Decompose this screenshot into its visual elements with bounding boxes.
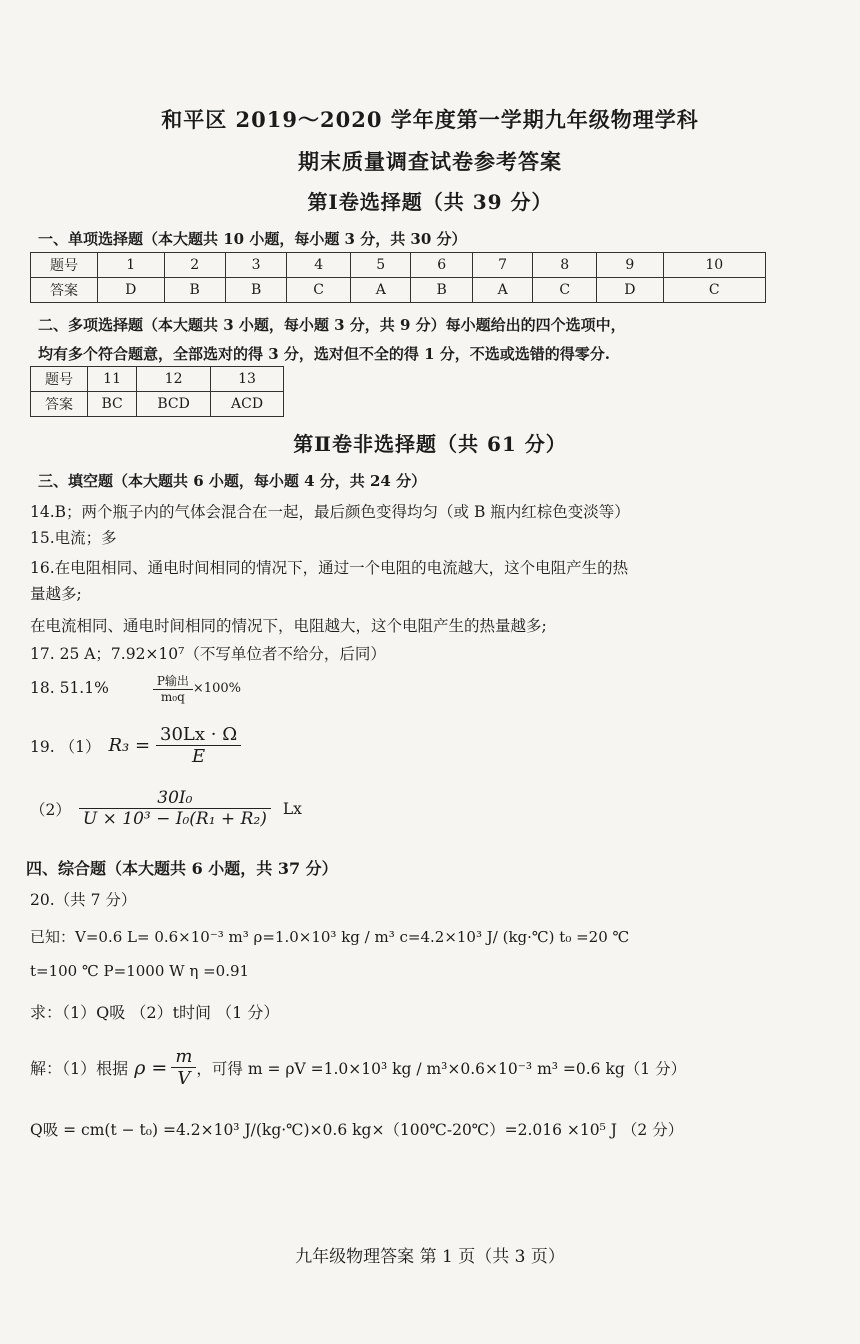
q19b-label: （2） <box>30 800 71 819</box>
q19-part1 <box>30 724 241 767</box>
q17-answer: 17. 25 A；7.92×10⁷（不写单位者不给分，后同） <box>30 645 386 663</box>
q20-header: 20.（共 7 分） <box>30 891 137 909</box>
q19b-denominator: U × 10³ − I₀(R₁ + R₂) <box>82 809 267 829</box>
comprehensive-heading: 四、综合题（本大题共 6 小题，共 37 分） <box>26 859 338 878</box>
row-label: 答案 <box>31 278 98 303</box>
table-row <box>31 278 766 303</box>
row-label: 题号 <box>31 367 88 392</box>
table-cell: A <box>472 278 532 303</box>
solution-prefix: 解：（1）根据 <box>30 1059 129 1078</box>
solution-denominator: V <box>177 1068 191 1089</box>
table-cell: 8 <box>533 253 597 278</box>
q19-lhs: R₃ = <box>108 735 151 756</box>
table-cell: 7 <box>472 253 532 278</box>
fill-blank-heading: 三、填空题（本大题共 6 小题，每小题 4 分，共 24 分） <box>38 472 427 490</box>
page-footer: 九年级物理答案 第 1 页（共 3 页） <box>295 1247 565 1267</box>
q18-answer <box>30 672 241 704</box>
table-cell: A <box>351 278 411 303</box>
table-cell: 9 <box>597 253 664 278</box>
table-cell: 1 <box>98 253 165 278</box>
table-cell: BCD <box>137 392 211 417</box>
table-cell: D <box>597 278 664 303</box>
multi-choice-table <box>30 366 284 417</box>
table-row <box>31 367 284 392</box>
part2-title: 第Ⅱ卷非选择题（共 61 分） <box>293 432 567 456</box>
table-cell: D <box>98 278 165 303</box>
multi-choice-heading-1: 二、多项选择题（本大题共 3 小题，每小题 3 分，共 9 分）每小题给出的四个选项中， <box>38 316 626 334</box>
q19b-fraction <box>79 788 271 829</box>
table-cell: B <box>164 278 225 303</box>
q19-fraction <box>156 724 241 767</box>
table-cell: B <box>411 278 472 303</box>
q18-fraction <box>153 672 193 704</box>
q19-numerator: 30Lx · Ω <box>156 724 241 746</box>
q18-denominator: m₀q <box>160 690 185 704</box>
page-title-line1: 和平区 2019～2020 学年度第一学期九年级物理学科 <box>161 107 699 132</box>
table-row <box>31 253 766 278</box>
table-cell: 12 <box>137 367 211 392</box>
table-cell: C <box>663 278 765 303</box>
q16-answer-line3: 在电流相同、通电时间相同的情况下，电阻越大，这个电阻产生的热量越多; <box>30 617 547 635</box>
solution-line1 <box>30 1046 686 1089</box>
known-line2: t=100 ℃ P=1000 W η =0.91 <box>30 962 250 980</box>
find-line: 求：（1）Q吸 （2）t时间 （1 分） <box>30 1003 280 1022</box>
table-cell: 10 <box>663 253 765 278</box>
table-cell: 13 <box>211 367 284 392</box>
table-cell: 2 <box>164 253 225 278</box>
q15-answer: 15.电流；多 <box>30 529 117 547</box>
q18-label: 18. 51.1% <box>30 679 109 697</box>
table-cell: B <box>225 278 286 303</box>
table-row <box>31 392 284 417</box>
q19-part2 <box>30 788 302 829</box>
table-cell: ACD <box>211 392 284 417</box>
table-cell: 4 <box>287 253 351 278</box>
solution-fraction <box>171 1046 196 1089</box>
q14-answer: 14.B；两个瓶子内的气体会混合在一起，最后颜色变得均匀（或 B 瓶内红棕色变淡等） <box>30 503 630 521</box>
solution-line2: Q吸 = cm(t − t₀) =4.2×10³ J/(kg·℃)×0.6 kg×（100℃-20℃）=2.016 ×10⁵ J （2 分） <box>30 1121 684 1139</box>
part1-title: 第Ⅰ卷选择题（共 39 分） <box>307 190 553 214</box>
table-cell: 5 <box>351 253 411 278</box>
single-choice-table <box>30 252 766 303</box>
solution-rho: ρ = <box>134 1056 168 1079</box>
q19-label: 19. （1） <box>30 737 101 756</box>
table-cell: 6 <box>411 253 472 278</box>
known-line1: 已知：V=0.6 L= 0.6×10⁻³ m³ ρ=1.0×10³ kg / m³ c=4.2×10³ J/ (kg·℃) t₀ =20 ℃ <box>30 928 630 946</box>
table-cell: 11 <box>88 367 137 392</box>
table-cell: C <box>533 278 597 303</box>
table-cell: C <box>287 278 351 303</box>
solution-numerator: m <box>171 1046 196 1068</box>
q16-answer-line2: 量越多; <box>30 585 82 603</box>
single-choice-heading: 一、单项选择题（本大题共 10 小题，每小题 3 分，共 30 分） <box>38 230 467 248</box>
table-cell: 3 <box>225 253 286 278</box>
row-label: 题号 <box>31 253 98 278</box>
q19-denominator: E <box>192 746 206 767</box>
q18-numerator: P输出 <box>153 672 193 690</box>
q18-suffix: ×100% <box>192 680 241 696</box>
q16-answer-line1: 16.在电阻相同、通电时间相同的情况下，通过一个电阻的电流越大，这个电阻产生的热 <box>30 559 629 577</box>
page-title-line2: 期末质量调查试卷参考答案 <box>298 149 562 174</box>
table-cell: BC <box>88 392 137 417</box>
q19b-unit: Lx <box>282 799 302 818</box>
q19b-numerator: 30I₀ <box>79 788 271 809</box>
solution-rest: ，可得 m = ρV =1.0×10³ kg / m³×0.6×10⁻³ m³ =0.6 kg（1 分） <box>196 1059 687 1078</box>
row-label: 答案 <box>31 392 88 417</box>
multi-choice-heading-2: 均有多个符合题意，全部选对的得 3 分，选对但不全的得 1 分，不选或选错的得零分. <box>38 345 610 363</box>
